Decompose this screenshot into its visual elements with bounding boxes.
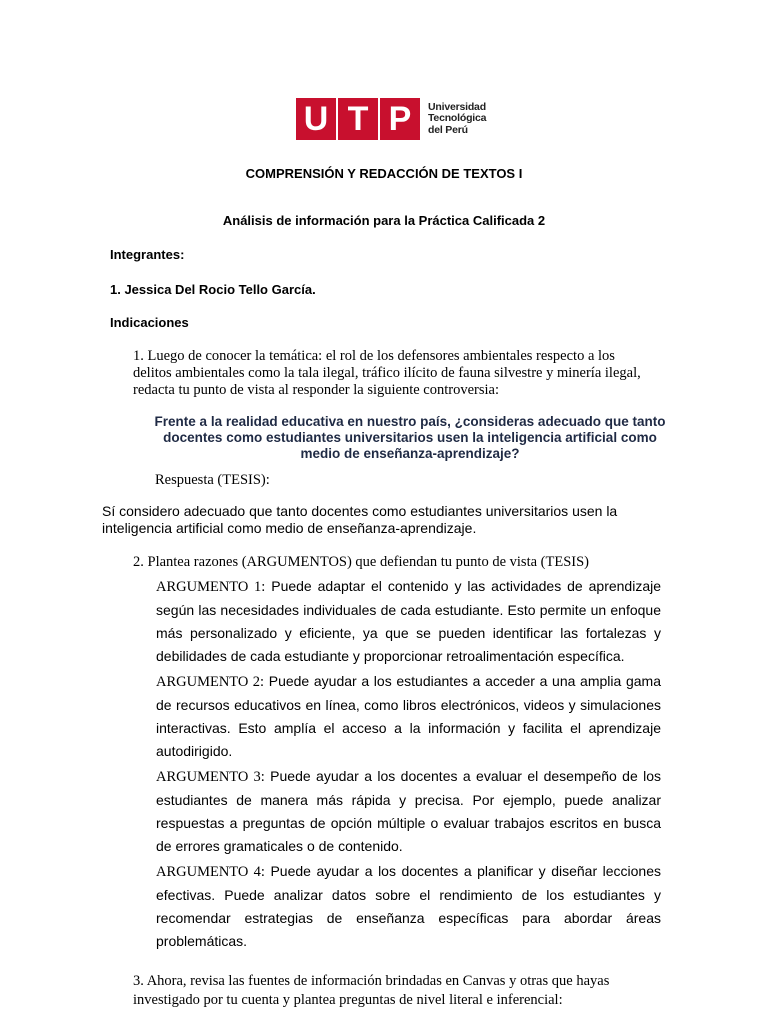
logo-line-3: del Perú bbox=[428, 123, 468, 136]
argument-label: ARGUMENTO 2: bbox=[156, 674, 265, 690]
argument-item bbox=[156, 575, 661, 668]
argument-item bbox=[156, 765, 661, 858]
answer-label: Respuesta (TESIS): bbox=[155, 472, 270, 488]
course-title: COMPRENSIÓN Y REDACCIÓN DE TEXTOS I bbox=[245, 166, 523, 181]
logo-letter-t: T bbox=[338, 98, 378, 140]
argument-text: Puede ayudar a los docentes a evaluar el desempeño de los estudiantes de manera más rápida y precisa. Por ejemplo, puede analizar respuestas a preguntas de opción múltiple o evaluar trabajos escritos en busca de errores gramaticales o de contenido. bbox=[156, 768, 662, 854]
argument-item bbox=[156, 670, 661, 763]
logo-letter-p: P bbox=[380, 98, 420, 140]
utp-logo bbox=[296, 98, 486, 140]
instructions-label: Indicaciones bbox=[110, 315, 189, 330]
members-label: Integrantes: bbox=[110, 247, 185, 262]
argument-label: ARGUMENTO 1: bbox=[156, 579, 266, 595]
logo-line-1: Universidad bbox=[428, 100, 486, 113]
argument-item bbox=[156, 860, 661, 953]
argument-label: ARGUMENTO 4: bbox=[156, 864, 265, 880]
instruction-3: 3. Ahora, revisa las fuentes de información brindadas en Canvas y otras que hayas investigado por tu cuenta y plantea preguntas de nivel literal e inferencial: bbox=[133, 973, 610, 1008]
argument-label: ARGUMENTO 3: bbox=[156, 769, 265, 785]
member-item: 1. Jessica Del Rocio Tello García. bbox=[110, 282, 316, 297]
argument-text: Puede ayudar a los docentes a planificar y diseñar lecciones efectivas. Puede analizar datos sobre el rendimiento de los estudiantes y recomendar estrategias de enseñanza específicas para abordar áreas problemáticas. bbox=[156, 863, 661, 949]
thesis-text: Sí considero adecuado que tanto docentes como estudiantes universitarios usen la inteligencia artificial como medio de enseñanza-aprendizaje. bbox=[102, 503, 618, 536]
logo-letter-u: U bbox=[296, 98, 336, 140]
argument-text: Puede adaptar el contenido y las actividades de aprendizaje según las necesidades individuales de cada estudiante. Esto permite un enfoque más personalizado y eficiente, ya que se pueden identificar las fortalezas y debilidades de cada estudiante y proporcionar retroalimentación específica. bbox=[156, 578, 662, 664]
argument-text: Puede ayudar a los estudiantes a acceder a una amplia gama de recursos educativos en línea, como libros electrónicos, videos y simulaciones interactivas. Esto amplía el acceso a la información y facilita el aprendizaje autodirigido. bbox=[156, 673, 661, 759]
arguments-list bbox=[156, 575, 661, 955]
instruction-1: 1. Luego de conocer la temática: el rol de los defensores ambientales respecto a los delitos ambientales como la tala ilegal, tráfico ilícito de fauna silvestre y minería ilegal, redacta tu punto de vista al responder la siguiente controversia: bbox=[133, 348, 641, 398]
controversy-question: Frente a la realidad educativa en nuestro país, ¿consideras adecuado que tanto docentes como estudiantes universitarios usen la inteligencia artificial como medio de enseñanza-aprendizaje? bbox=[154, 414, 666, 461]
logo-line-2: Tecnológica bbox=[428, 112, 487, 125]
instruction-2: 2. Plantea razones (ARGUMENTOS) que defiendan tu punto de vista (TESIS) bbox=[133, 554, 589, 570]
document-subtitle: Análisis de información para la Práctica Calificada 2 bbox=[222, 213, 546, 228]
logo-wordmark bbox=[428, 102, 486, 137]
